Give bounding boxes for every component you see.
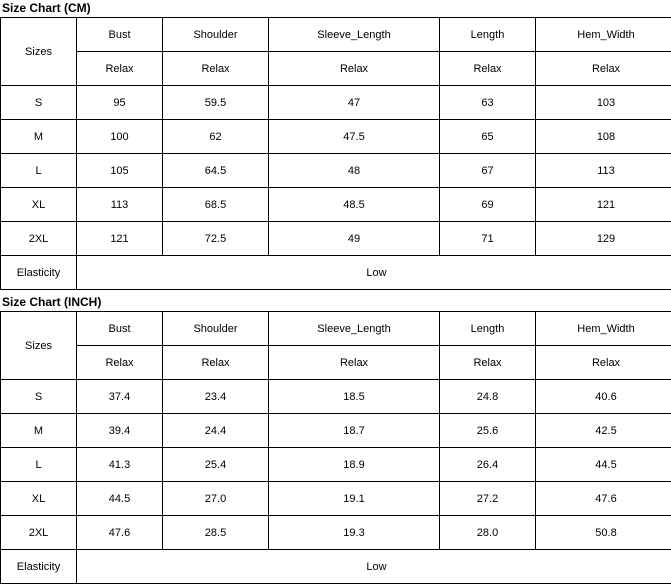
table-header-row	[1, 312, 671, 346]
cell-shoulder: 62	[163, 120, 269, 154]
cell-length: 71	[440, 222, 536, 256]
table-row	[1, 222, 671, 256]
row-size-label: XL	[1, 482, 77, 516]
cell-bust: 95	[77, 86, 163, 120]
cell-sleeve-length: 18.9	[269, 448, 440, 482]
table-row	[1, 120, 671, 154]
row-size-label: 2XL	[1, 516, 77, 550]
header-sizes: Sizes	[1, 18, 77, 86]
header-bust: Bust	[77, 312, 163, 346]
subheader-bust-relax: Relax	[77, 346, 163, 380]
cell-sleeve-length: 19.3	[269, 516, 440, 550]
cell-shoulder: 68.5	[163, 188, 269, 222]
size-chart-inch-title: Size Chart (INCH)	[0, 294, 671, 311]
table-subheader-row	[1, 346, 671, 380]
table-row	[1, 154, 671, 188]
cell-hem-width: 108	[536, 120, 671, 154]
subheader-hem-relax: Relax	[536, 52, 671, 86]
cell-length: 67	[440, 154, 536, 188]
subheader-shoulder-relax: Relax	[163, 52, 269, 86]
cell-sleeve-length: 47	[269, 86, 440, 120]
header-sleeve-length: Sleeve_Length	[269, 18, 440, 52]
cell-length: 26.4	[440, 448, 536, 482]
cell-hem-width: 129	[536, 222, 671, 256]
row-size-label: 2XL	[1, 222, 77, 256]
cell-sleeve-length: 19.1	[269, 482, 440, 516]
elasticity-label: Elasticity	[1, 550, 77, 584]
subheader-shoulder-relax: Relax	[163, 346, 269, 380]
cell-bust: 41.3	[77, 448, 163, 482]
cell-sleeve-length: 48	[269, 154, 440, 188]
cell-bust: 39.4	[77, 414, 163, 448]
cell-bust: 47.6	[77, 516, 163, 550]
row-size-label: L	[1, 154, 77, 188]
row-size-label: S	[1, 380, 77, 414]
cell-length: 69	[440, 188, 536, 222]
table-row	[1, 414, 671, 448]
cell-bust: 100	[77, 120, 163, 154]
subheader-sleeve-relax: Relax	[269, 52, 440, 86]
cell-sleeve-length: 47.5	[269, 120, 440, 154]
cell-bust: 37.4	[77, 380, 163, 414]
cell-bust: 121	[77, 222, 163, 256]
cell-shoulder: 23.4	[163, 380, 269, 414]
cell-shoulder: 25.4	[163, 448, 269, 482]
row-size-label: M	[1, 414, 77, 448]
cell-shoulder: 64.5	[163, 154, 269, 188]
size-chart-cm-title: Size Chart (CM)	[0, 0, 671, 17]
cell-hem-width: 121	[536, 188, 671, 222]
header-length: Length	[440, 312, 536, 346]
header-shoulder: Shoulder	[163, 18, 269, 52]
table-row	[1, 482, 671, 516]
table-row	[1, 380, 671, 414]
row-size-label: M	[1, 120, 77, 154]
table-header-row	[1, 18, 671, 52]
cell-shoulder: 59.5	[163, 86, 269, 120]
elasticity-value: Low	[77, 550, 671, 584]
subheader-hem-relax: Relax	[536, 346, 671, 380]
cell-hem-width: 47.6	[536, 482, 671, 516]
cell-hem-width: 44.5	[536, 448, 671, 482]
row-size-label: XL	[1, 188, 77, 222]
size-chart-cm-table	[0, 17, 671, 290]
size-chart-inch-table	[0, 311, 671, 584]
header-bust: Bust	[77, 18, 163, 52]
table-row	[1, 86, 671, 120]
cell-hem-width: 50.8	[536, 516, 671, 550]
cell-shoulder: 27.0	[163, 482, 269, 516]
cell-sleeve-length: 49	[269, 222, 440, 256]
cell-sleeve-length: 18.5	[269, 380, 440, 414]
subheader-length-relax: Relax	[440, 52, 536, 86]
elasticity-value: Low	[77, 256, 671, 290]
subheader-sleeve-relax: Relax	[269, 346, 440, 380]
cell-bust: 105	[77, 154, 163, 188]
cell-bust: 44.5	[77, 482, 163, 516]
cell-hem-width: 42.5	[536, 414, 671, 448]
row-size-label: S	[1, 86, 77, 120]
cell-length: 24.8	[440, 380, 536, 414]
cell-length: 25.6	[440, 414, 536, 448]
cell-length: 27.2	[440, 482, 536, 516]
elasticity-label: Elasticity	[1, 256, 77, 290]
cell-shoulder: 24.4	[163, 414, 269, 448]
header-shoulder: Shoulder	[163, 312, 269, 346]
cell-length: 65	[440, 120, 536, 154]
cell-length: 28.0	[440, 516, 536, 550]
cell-sleeve-length: 48.5	[269, 188, 440, 222]
table-subheader-row	[1, 52, 671, 86]
cell-sleeve-length: 18.7	[269, 414, 440, 448]
header-hem-width: Hem_Width	[536, 18, 671, 52]
cell-bust: 113	[77, 188, 163, 222]
elasticity-row	[1, 550, 671, 584]
header-hem-width: Hem_Width	[536, 312, 671, 346]
cell-shoulder: 28.5	[163, 516, 269, 550]
subheader-length-relax: Relax	[440, 346, 536, 380]
cell-length: 63	[440, 86, 536, 120]
table-row	[1, 188, 671, 222]
subheader-bust-relax: Relax	[77, 52, 163, 86]
elasticity-row	[1, 256, 671, 290]
cell-hem-width: 113	[536, 154, 671, 188]
cell-hem-width: 40.6	[536, 380, 671, 414]
header-sizes: Sizes	[1, 312, 77, 380]
header-length: Length	[440, 18, 536, 52]
cell-hem-width: 103	[536, 86, 671, 120]
cell-shoulder: 72.5	[163, 222, 269, 256]
header-sleeve-length: Sleeve_Length	[269, 312, 440, 346]
row-size-label: L	[1, 448, 77, 482]
table-row	[1, 516, 671, 550]
table-row	[1, 448, 671, 482]
